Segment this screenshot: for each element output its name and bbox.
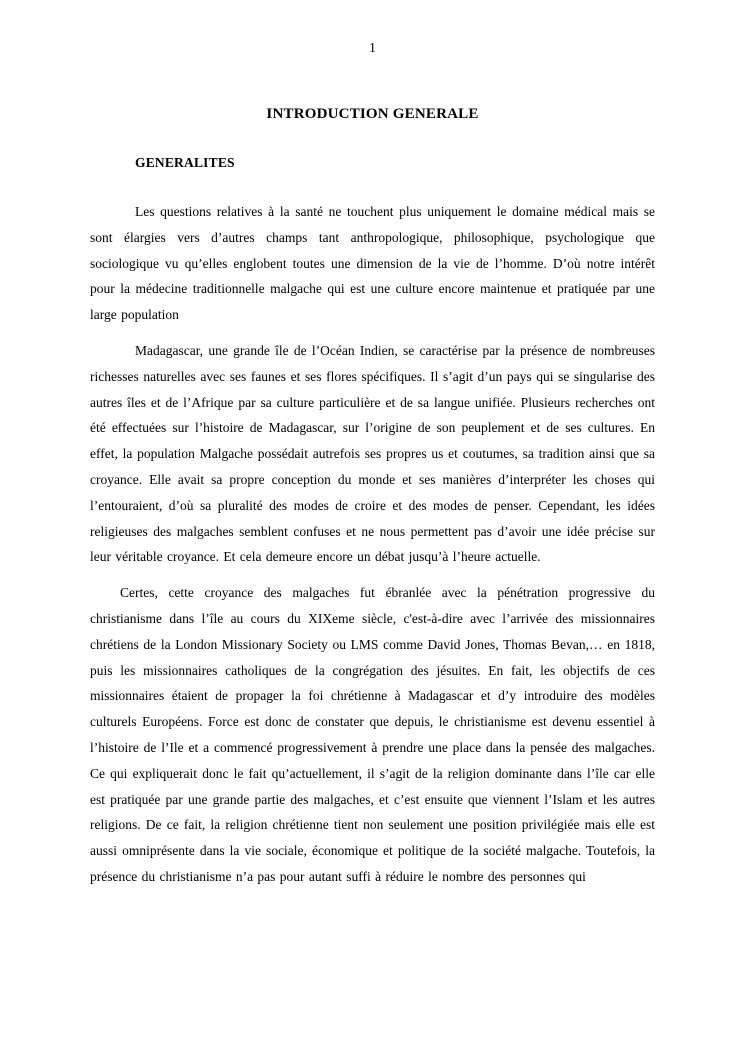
- section-heading-generalites: GENERALITES: [135, 155, 235, 170]
- paragraph-christianisme: Certes, cette croyance des malgaches fut ébranlée avec la pénétration progressive du christianisme dans l’île au cours du XIXeme siècle, c'est-à-dire avec l’arrivée des missionnaires chrétiens de la London Missionary Society ou LMS comme David Jones, Thomas Bevan,… en 1818, puis les missionnaires catholiques de la congrégation des jésuites. En fait, les objectifs de ces missionnaires étaient de propager la foi chrétienne à Madagascar et d’y introduire des modèles culturels Européens. Force est donc de constater que depuis, le christianisme est devenu essentiel à l’histoire de l’Ile et a commencé progressivement à prendre une place dans la pensée des malgaches. Ce qui expliquerait donc le fait qu’actuellement, il s’agit de la religion dominante dans l’île car elle est pratiquée par une grande partie des malgaches, et c’est ensuite que viennent l’Islam et les autres religions. De ce fait, la religion chrétienne tient non seulement une position privilégiée mais elle est aussi omniprésente dans la vie sociale, économique et politique de la société malgache. Toutefois, la présence du christianisme n’a pas pour autant suffi à réduire le nombre des personnes qui: [90, 585, 655, 884]
- paragraph-sante: Les questions relatives à la santé ne touchent plus uniquement le domaine médical mais se sont élargies vers d’autres champs tant anthropologique, philosophique, psychologique que sociologique vu qu’elles englobent toutes une dimension de la vie de l’homme. D’où notre intérêt pour la médecine traditionnelle malgache qui est une culture encore maintenue et pratiquée par une large population: [90, 204, 655, 323]
- document-title: INTRODUCTION GENERALE: [266, 106, 479, 122]
- paragraph-madagascar: Madagascar, une grande île de l’Océan Indien, se caractérise par la présence de nombreuses richesses naturelles avec ses faunes et ses flores spécifiques. Il s’agit d’un pays qui se singularise des autres îles et de l’Afrique par sa culture particulière et de sa langue unifiée. Plusieurs recherches ont été effectuées sur l’histoire de Madagascar, sur l’origine de son peuplement et de ses cultures. En effet, la population Malgache possédait autrefois ses propres us et coutumes, sa tradition ainsi que sa croyance. Elle avait sa propre conception du monde et ses manières d’interpréter les choses qui l’entouraient, d’où sa pluralité des modes de croire et des modes de penser. Cependant, les idées religieuses des malgaches semblent confuses et ne nous permettent pas d’avoir une idée précise sur leur véritable croyance. Et cela demeure encore un débat jusqu’à l’heure actuelle.: [90, 342, 655, 565]
- page-number: 1: [369, 40, 376, 55]
